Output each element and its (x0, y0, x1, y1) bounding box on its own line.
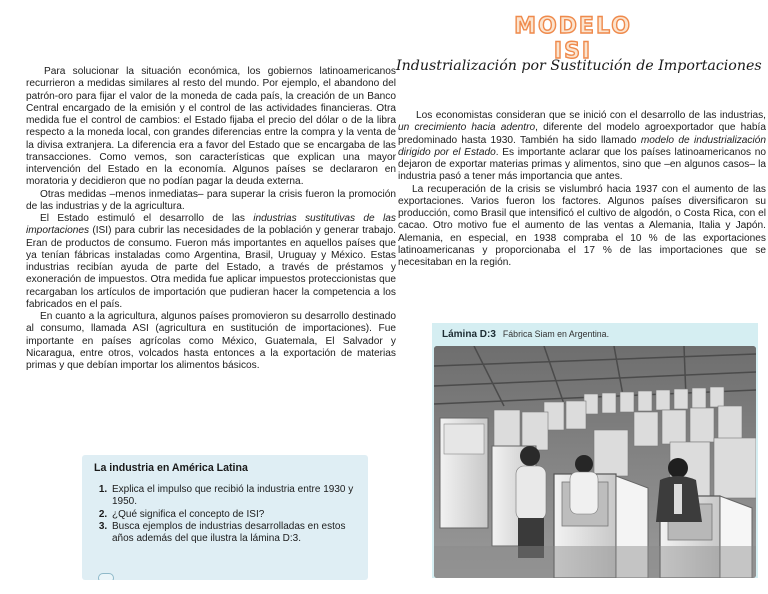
activity-box (82, 455, 368, 580)
activity-list (110, 484, 356, 545)
paragraph: Otras medidas –menos inmediatas– para superar la crisis fueron la promoción de las industrias y de la agricultura. (26, 188, 396, 212)
left-text-column (26, 66, 396, 372)
list-item: 2. ¿Qué significa el concepto de ISI? (110, 509, 356, 521)
page-subtitle: Industrialización por Sustitución de Importaciones (396, 58, 762, 74)
figure-caption (432, 323, 758, 346)
paragraph: La recuperación de la crisis se vislumbró hacia 1937 con el aumento de las exportaciones. Varios fueron los factores. Algunos países diversificaron su producción, como Brasil que intensificó el cultivo de algodón, o Costa Rica, con el cacao. Otro motivo fue el aumento de las ventas a Alemania, Italia y Japón. Alemania, en especial, en 1938 compraba el 10 % de las exportaciones latinoamericanas y proporcionaba el 17 % de las importaciones que se necesitaban en la región. (398, 183, 766, 268)
pencil-icon (98, 573, 114, 580)
list-item: 1. Explica el impulso que recibió la industria entre 1930 y 1950. (110, 484, 356, 509)
factory-photo-illustration (434, 346, 756, 578)
paragraph: El Estado estimuló el desarrollo de las industrias sustitutivas de las importaciones (ISI) para cubrir las necesidades de la población y generar trabajo. Eran de productos de consumo. Fueron más importantes en aquellos países que ya tenían fábricas instaladas como Argentina, Brasil, Uruguay y México. Estas industrias recibían ayuda de parte del Estado, a través de préstamos y exoneración de impuestos. Otra medida fue aplicar impuestos proteccionistas que recargaban los artículos de importación que pudieran hacer la competencia a los fabricados en el país. (26, 213, 396, 310)
figure-label: Lámina D:3 (442, 329, 496, 340)
emphasis: modelo de industrialización dirigido por el Estado (398, 134, 766, 158)
figure-caption-text: Fábrica Siam en Argentina. (502, 329, 610, 339)
page-title: MODELO ISI (514, 14, 632, 64)
list-item: 3. Busca ejemplos de industrias desarrolladas en estos años además del que ilustra la lámina D:3. (110, 521, 356, 546)
factory-photo (434, 346, 756, 578)
emphasis: un crecimiento hacia adentro (398, 122, 536, 134)
emphasis: industrias sustitutivas de las importaciones (26, 213, 396, 237)
activity-title: La industria en América Latina (94, 462, 248, 474)
paragraph: Para solucionar la situación económica, los gobiernos latinoamericanos recurrieron a medidas similares al resto del mundo. Por ejemplo, el abandono del patrón-oro para fijar el valor de la moneda de cada país, la creación de un Banco Central encargado de la emisión y el control de las actividades financieras. Otra medida fue el control de cambios: el Estado fijaba el precio del dólar o de la libra respecto a la moneda local, con grandes diferencias entre la compra y la venta de la divisa extranjera. La diferencia era a favor del Estado que se encargaba de las transacciones. Como vemos, son características que explican una mayor intervención del Estado en la economía. Algunos países se declararon en moratoria y decidieron que no podían pagar la deuda externa. (26, 66, 396, 188)
figure-plate (432, 323, 758, 578)
paragraph: En cuanto a la agricultura, algunos países promovieron su desarrollo destinado al consumo, llamada ASI (agricultura en sustitución de importaciones). Fue importante en países agrícolas como México, Guatemala, El Salvador y Nicaragua, entre otros, volcados hasta entonces a la exportación de materias primas y que debían importar los alimentos básicos. (26, 311, 396, 371)
paragraph: Los economistas consideran que se inició con el desarrollo de las industrias, un crecimiento hacia adentro, diferente del modelo agroexportador que había predominado hasta 1930. También ha sido llamado modelo de industrialización dirigido por el Estado. Es importante aclarar que los países latinoamericanos no dejaron de exportar materias primas y alimentos, sino que –en algunos casos– la industria pasó a tener más importancia que antes. (398, 110, 767, 183)
right-text-column (398, 110, 766, 269)
